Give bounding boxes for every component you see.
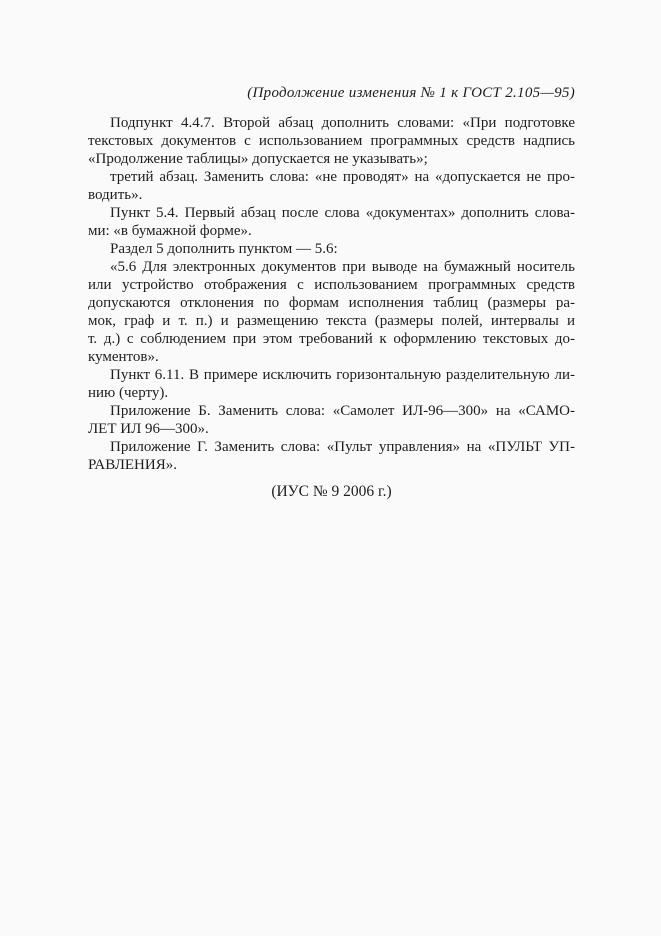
text-line: т. д.) с соблюдением при этом требований к оформлению текстовых до- [88,331,575,347]
text-line: нию (черту). [88,385,169,401]
text-line: или устройство отображения с использованием программных средств [88,277,575,293]
text-line: Пункт 6.11. В примере исключить горизонтальную разделительную ли- [110,367,575,383]
text-line: «Продолжение таблицы» допускается не указывать»; [88,151,428,167]
text-line: РАВЛЕНИЯ». [88,457,177,473]
text-line: Пункт 5.4. Первый абзац после слова «документах» дополнить слова- [110,205,575,221]
text-line: ЛЕТ ИЛ 96—300». [88,421,209,437]
text-line: Подпункт 4.4.7. Второй абзац дополнить словами: «При подготовке [110,115,575,131]
page-footer: (ИУС № 9 2006 г.) [271,483,392,500]
page-header: (Продолжение изменения № 1 к ГОСТ 2.105—95) [247,85,575,101]
text-line: «5.6 Для электронных документов при выводе на бумажный носитель [110,259,575,275]
text-line: водить». [88,187,143,203]
text-line: Приложение Г. Заменить слова: «Пульт управления» на «ПУЛЬТ УП- [110,439,575,455]
text-line: ми: «в бумажной форме». [88,223,252,239]
text-line: Раздел 5 дополнить пунктом — 5.6: [110,241,338,257]
text-line: допускаются отклонения по формам исполнения таблиц (размеры ра- [88,295,575,311]
text-line: мок, граф и т. п.) и размещению текста (размеры полей, интервалы и [88,313,575,329]
text-line: кументов». [88,349,159,365]
text-line: Приложение Б. Заменить слова: «Самолет ИЛ-96—300» на «САМО- [110,403,575,419]
document-body [88,114,575,474]
text-line: текстовых документов с использованием программных средств надпись [88,133,575,149]
text-line: третий абзац. Заменить слова: «не проводят» на «допускается не про- [110,169,575,185]
